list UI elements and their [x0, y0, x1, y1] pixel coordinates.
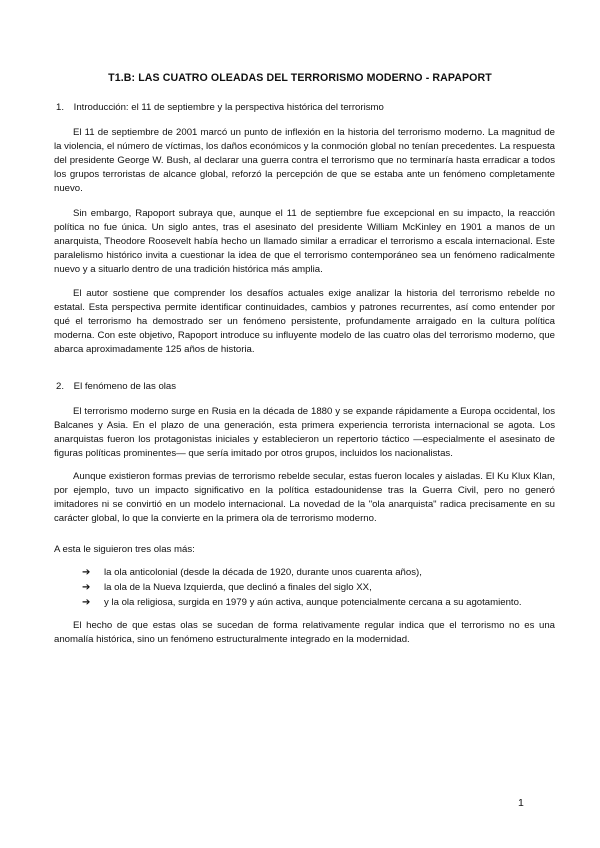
section-heading-2	[56, 381, 176, 392]
list-item-text: y la ola religiosa, surgida en 1979 y aún activa, aunque potencialmente cercana a su agotamiento.	[104, 597, 522, 608]
list-item	[82, 595, 552, 610]
paragraph: El hecho de que estas olas se sucedan de forma relativamente regular indica que el terrorismo no es una anomalía histórica, sino un fenómeno estructuralmente integrado en la modernidad.	[54, 620, 555, 646]
waves-list	[82, 565, 552, 610]
list-intro: A esta le siguieron tres olas más:	[54, 544, 195, 555]
section-heading-text: Introducción: el 11 de septiembre y la perspectiva histórica del terrorismo	[73, 102, 384, 113]
paragraph: El 11 de septiembre de 2001 marcó un punto de inflexión en la historia del terrorismo moderno. La magnitud de la violencia, el número de víctimas, los daños económicos y la conmoción global no tenían precedentes. La respuesta del presidente George W. Bush, al declarar una guerra contra el terrorismo que no terminaría hasta erradicar a todos los grupos terroristas de alcance global, reforzó la percepción de que se estaba ante un fenómeno completamente nuevo.	[54, 127, 555, 195]
arrow-right-icon: ➔	[82, 567, 91, 578]
paragraph: El terrorismo moderno surge en Rusia en la década de 1880 y se expande rápidamente a Europa occidental, los Balcanes y Asia. En el plazo de una generación, esta primera experiencia terrorista internacional se agota. Los anarquistas fueron los protagonistas iniciales y establecieron un repertorio táctico —especialmente el asesinato de figuras políticas prominentes— que sería imitado por otros grupos, incluidos los nacionalistas.	[54, 406, 555, 460]
section-heading-1	[56, 102, 384, 113]
list-item	[82, 565, 552, 580]
list-item	[82, 580, 552, 595]
document-title: T1.B: LAS CUATRO OLEADAS DEL TERRORISMO MODERNO - RAPAPORT	[108, 72, 492, 84]
arrow-right-icon: ➔	[82, 582, 91, 593]
section-heading-text: El fenómeno de las olas	[73, 381, 177, 392]
arrow-right-icon: ➔	[82, 597, 91, 608]
paragraph: Aunque existieron formas previas de terrorismo rebelde secular, estas fueron locales y aisladas. El Ku Klux Klan, por ejemplo, tuvo un impacto significativo en la política estadounidense tras la Guerra Civil, pero no generó imitadores ni se convirtió en un modelo internacional. La novedad de la "ola anarquista" radica precisamente en su carácter global, lo que la convierte en la primera ola de terrorismo moderno.	[54, 471, 555, 525]
list-item-text: la ola anticolonial (desde la década de 1920, durante unos cuarenta años),	[104, 567, 422, 578]
paragraph: El autor sostiene que comprender los desafíos actuales exige analizar la historia del terrorismo rebelde no estatal. Esta perspectiva permite identificar continuidades, cambios y patrones recurrentes, así como entender por qué el terrorismo ha demostrado ser un fenómeno persistente, profundamente arraigado en la cultura política moderna. Con este objetivo, Rapoport introduce su influyente modelo de las cuatro olas del terrorismo moderno, que abarca aproximadamente 125 años de historia.	[54, 288, 555, 356]
paragraph: Sin embargo, Rapoport subraya que, aunque el 11 de septiembre fue excepcional en su impacto, la reacción política no fue única. Un siglo antes, tras el asesinato del presidente William McKinley en 1901 a manos de un anarquista, Theodore Roosevelt había hecho un llamado similar a erradicar el terrorismo a escala internacional. Este paralelismo histórico invita a cuestionar la idea de que el terrorismo contemporáneo sea un fenómeno radicalmente nuevo y a situarlo dentro de una tradición histórica más amplia.	[54, 208, 555, 276]
list-item-text: la ola de la Nueva Izquierda, que declinó a finales del siglo XX,	[104, 582, 372, 593]
section-number: 1.	[56, 102, 65, 113]
page-number: 1	[518, 797, 524, 809]
section-number: 2.	[56, 381, 65, 392]
